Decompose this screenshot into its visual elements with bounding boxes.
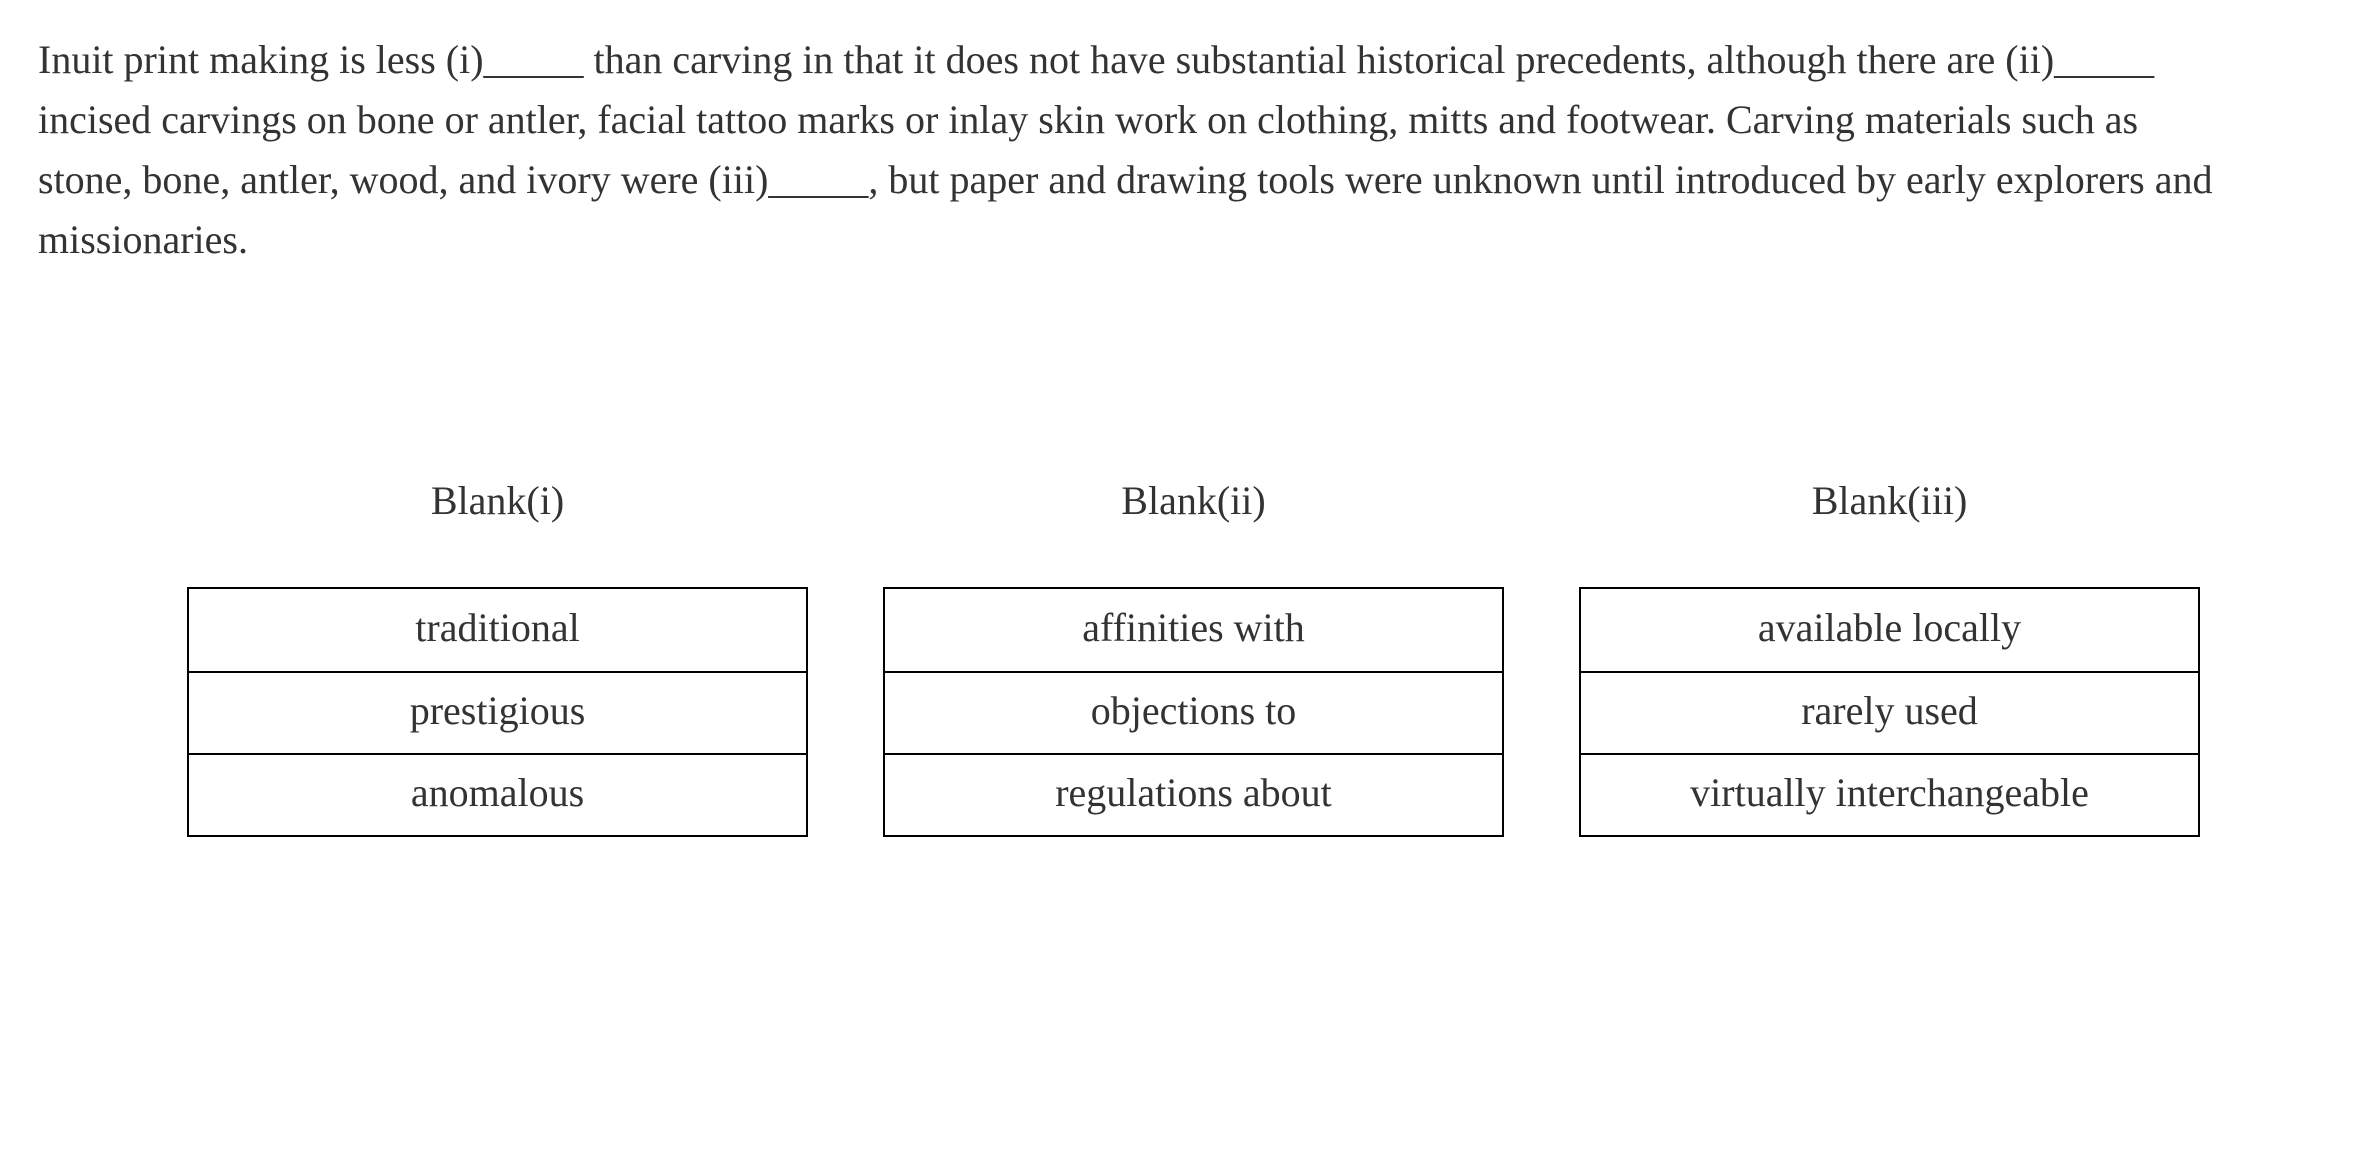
choice-option[interactable]: objections to: [885, 671, 1502, 753]
blank-column-ii: [883, 471, 1504, 837]
blank-header: Blank(iii): [1811, 478, 1968, 523]
passage-line: Inuit print making is less (i)_____ than carving in that it does not have substantial historical precedents, although there are (ii)_____: [38, 37, 2155, 82]
passage-line: missionaries.: [38, 217, 248, 262]
choice-option[interactable]: virtually interchangeable: [1581, 753, 2198, 835]
choice-table: [187, 587, 808, 837]
blank-header: Blank(ii): [1121, 478, 1266, 523]
choice-option[interactable]: affinities with: [1082, 605, 1305, 650]
choice-table: [883, 587, 1504, 837]
blank-header: Blank(i): [430, 478, 565, 523]
answer-choices-area: [187, 471, 2200, 837]
passage-line: incised carvings on bone or antler, facial tattoo marks or inlay skin work on clothing, mitts and footwear. Carving materials such as: [38, 97, 2139, 142]
choice-option[interactable]: available locally: [1757, 605, 2022, 650]
choice-option[interactable]: anomalous: [189, 753, 806, 835]
choice-option[interactable]: regulations about: [885, 753, 1502, 835]
blank-column-i: [187, 471, 808, 837]
blank-column-iii: [1579, 471, 2200, 837]
choice-option[interactable]: rarely used: [1581, 671, 2198, 753]
question-passage: [38, 30, 2363, 270]
choice-option[interactable]: traditional: [415, 605, 580, 650]
passage-line: stone, bone, antler, wood, and ivory were (iii)_____, but paper and drawing tools were unknown until introduced by early explorers and: [38, 157, 2213, 202]
choice-table: [1579, 587, 2200, 837]
choice-option[interactable]: prestigious: [189, 671, 806, 753]
